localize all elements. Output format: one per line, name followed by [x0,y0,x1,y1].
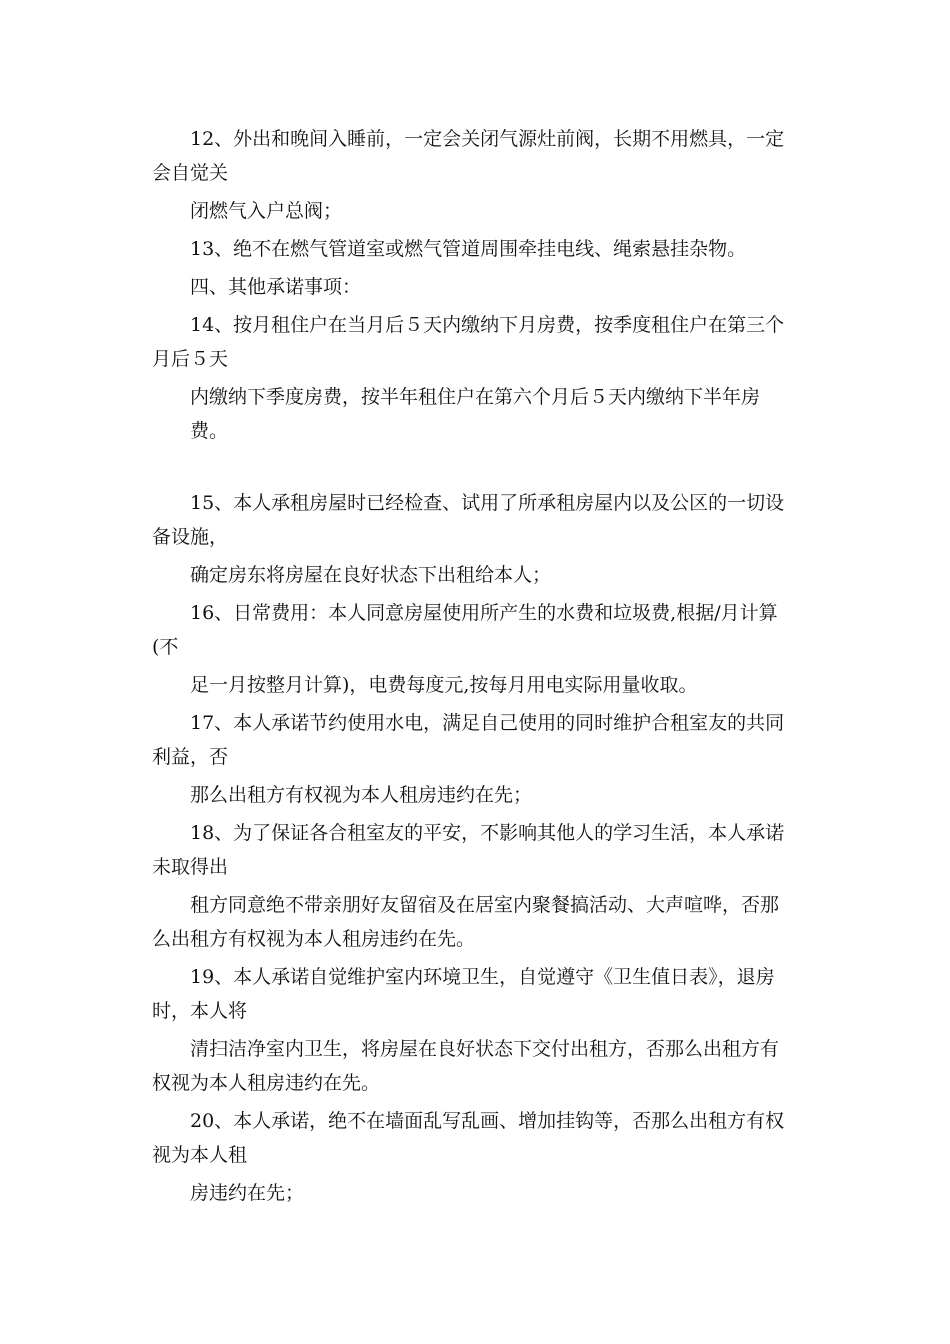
paragraph-12-line-1: 12、外出和晚间入睡前，一定会关闭气源灶前阀，长期不用燃具，一定会自觉关 [152,128,785,184]
paragraph-16-line-1: 16、日常费用：本人同意房屋使用所产生的水费和垃圾费,根据/月计算(不 [152,602,778,658]
paragraph-15-line-1: 15、本人承租房屋时已经检查、试用了所承租房屋内以及公区的一切设备设施， [152,492,785,548]
paragraph-16-line-2: 足一月按整月计算)，电费每度元,按每月用电实际用量收取。 [190,674,698,696]
paragraph-14-line-1: 14、按月租住户在当月后５天内缴纳下月房费，按季度租住户在第三个月后５天 [152,314,785,370]
paragraph-19-line-2: 清扫洁净室内卫生，将房屋在良好状态下交付出租方，否那么出租方有权视为本人租房违约在先。 [152,1038,780,1094]
paragraph-18-line-2: 租方同意绝不带亲朋好友留宿及在居室内聚餐搞活动、大声喧哗，否那么出租方有权视为本人租房违约在先。 [152,894,780,950]
paragraph-12-line-2: 闭燃气入户总阀； [190,200,343,222]
paragraph-18-line-1: 18、为了保证各合租室友的平安，不影响其他人的学习生活，本人承诺未取得出 [152,822,785,878]
paragraph-20-line-2: 房违约在先； [190,1182,305,1204]
paragraph-15-line-2: 确定房东将房屋在良好状态下出租给本人； [190,564,552,586]
paragraph-17-line-2: 那么出租方有权视为本人租房违约在先； [190,784,533,806]
paragraph-19-line-1: 19、本人承诺自觉维护室内环境卫生，自觉遵守《卫生值日表》，退房时，本人将 [152,966,775,1022]
paragraph-20-line-1: 20、本人承诺，绝不在墙面乱写乱画、增加挂钩等，否那么出租方有权视为本人租 [152,1110,785,1166]
section-heading-4: 四、其他承诺事项： [190,276,362,298]
blank-line [152,448,792,482]
document-body [152,122,792,1210]
paragraph-14-line-2: 内缴纳下季度房费，按半年租住户在第六个月后５天内缴纳下半年房费。 [190,386,761,442]
paragraph-13: 13、绝不在燃气管道室或燃气管道周围牵挂电线、绳索悬挂杂物。 [190,238,747,260]
paragraph-17-line-1: 17、本人承诺节约使用水电，满足自己使用的同时维护合租室友的共同利益，否 [152,712,785,768]
